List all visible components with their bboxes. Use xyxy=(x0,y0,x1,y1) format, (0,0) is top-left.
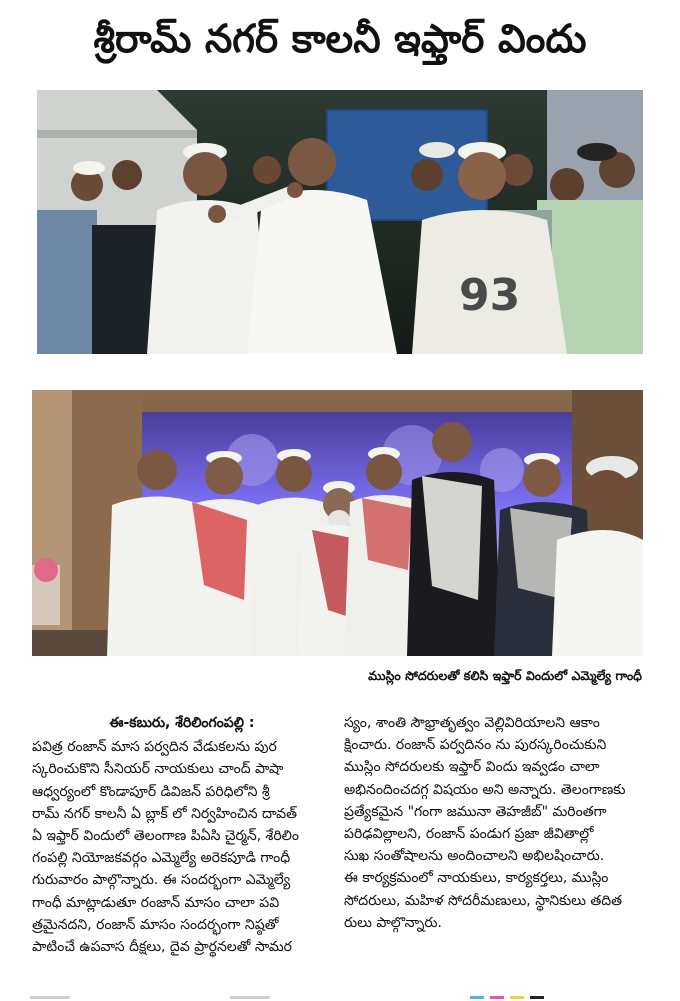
photo-bottom-illustration xyxy=(32,390,643,656)
dateline: ఈ-కబురు, శేరిలింగంపల్లి : xyxy=(109,715,255,731)
photo-top xyxy=(37,90,643,354)
text-line: త్రమైనదని, రంజాన్ మాసం సందర్భంగా నిష్ఠతో xyxy=(32,916,279,933)
text-line: రులు పాల్గొన్నారు. xyxy=(344,914,442,931)
text-line: గురువారం పాల్గొన్నారు. ఈ సందర్భంగా ఎమ్మెల్యే xyxy=(32,872,291,889)
text-line: స్కరించుకొని సీనియర్ నాయకులు చాంద్ పాషా xyxy=(32,761,284,778)
text-line: పాటించే ఉపవాస దీక్షలు, దైవ ప్రార్థనలతో సామర xyxy=(32,939,292,956)
text-line: ముస్లిం సోదరులకు ఇఫ్తార్ విందు ఇవ్వడం చాలా xyxy=(344,759,600,776)
photo-top-illustration xyxy=(37,90,643,354)
text-line: స్యం, శాంతి సౌభ్రాతృత్వం వెల్లివిరియాలని ఆకాం xyxy=(344,715,600,731)
text-line: ఈ కార్యక్రమంలో నాయకులు, కార్యకర్తలు, ముస్లిం xyxy=(344,870,609,887)
text-line: ఏ ఇఫ్తార్ విందులో తెలంగాణ పిఏసి చైర్మన్, శేరిలిం xyxy=(32,828,299,845)
text-line: గంపల్లి నియోజకవర్గం ఎమ్మెల్యే అరెకపూడి గాంధీ xyxy=(32,850,291,867)
text-line: ఆధ్వర్యంలో కొండాపూర్ డివిజన్ పరిధిలోని శ్రీ xyxy=(32,783,270,800)
article-column-left xyxy=(32,712,332,958)
text-line: సుఖ సంతోషాలను అందించాలని అభిలషించారు. xyxy=(344,848,605,865)
text-line: పరిఢవిల్లాలని, రంజాన్ పండుగ ప్రజా జీవితాల్లో xyxy=(344,826,594,843)
footer-color-bar xyxy=(0,994,680,1001)
text-line: గాంధీ మాట్లాడుతూ రంజాన్ మాసం చాలా పవి xyxy=(32,894,280,911)
article-column-right xyxy=(344,712,644,934)
text-line: పవిత్ర రంజాన్ మాస పర్వదిన వేడుకలను పుర xyxy=(32,739,277,756)
text-line: సోదరులు, మహిళ సోదరీమణులు, స్థానికులు తదిత xyxy=(344,892,623,909)
photo-caption: ముస్లిం సోదరులతో కలిసి ఇఫ్తార్ విందులో ఎమ్మెల్యే గాంధీ xyxy=(368,668,642,683)
jersey-number: 93 xyxy=(459,270,521,321)
text-line: క్షించారు. రంజాన్ పర్వదినం ను పురస్కరించుకుని xyxy=(344,737,607,754)
text-line: ప్రత్యేకమైన "గంగా జమునా తెహజీబ్" మరింతగా xyxy=(344,803,607,820)
text-line: అభినందించదగ్గ విషయం అని అన్నారు. తెలంగాణకు xyxy=(344,781,626,798)
photo-bottom xyxy=(32,390,643,656)
text-line: రామ్ నగర్ కాలనీ ఏ బ్లాక్ లో నిర్వహించిన దావత్ xyxy=(32,805,298,822)
headline: శ్రీరామ్ నగర్ కాలనీ ఇఫ్తార్ విందు xyxy=(93,17,587,62)
